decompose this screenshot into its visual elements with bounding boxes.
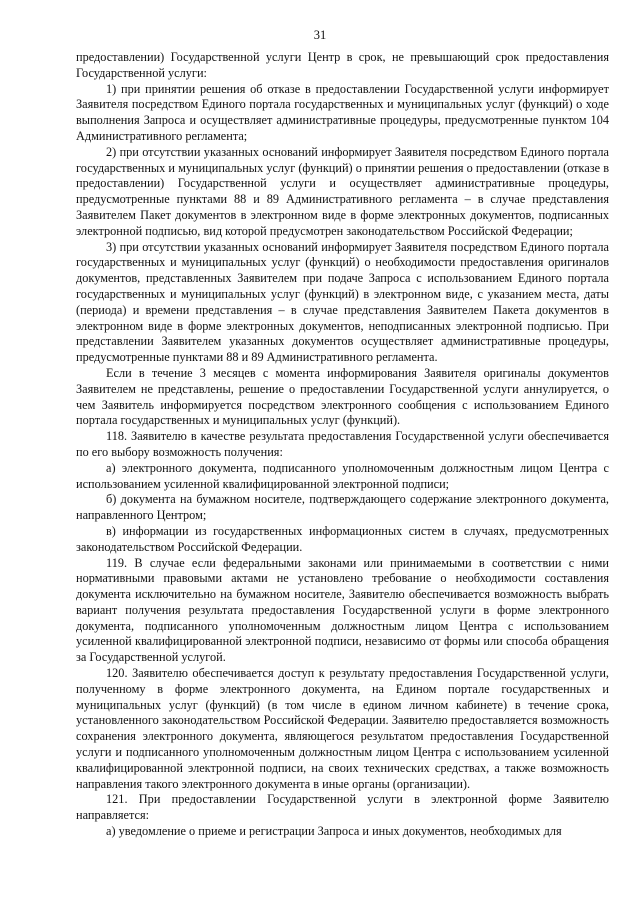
paragraph-118-a: а) электронного документа, подписанного уполномоченным должностным лицом Центра с использованием усиленной квалифицированной электронной подписи; xyxy=(76,460,609,491)
page-number: 31 xyxy=(313,28,327,42)
paragraph-121: 121. При предоставлении Государственной услуги в электронной форме Заявителю направляется: xyxy=(76,792,609,823)
paragraph-119: 119. В случае если федеральными законами или принимаемыми в соответствии с ними нормативными правовыми актами не установлено требование о необходимости составления документа исключительно на бумажном носителе, Заявителю обеспечивается возможность выбрать вариант получения результата предоставления Государственной услуги в форме электронного документа, подписанного уполномоченным должностным лицом Центра с использованием усиленной квалифицированной электронной подписи, независимо от формы или способа обращения за Государственной услугой. xyxy=(76,555,609,665)
paragraph-annulment: Если в течение 3 месяцев с момента информирования Заявителя оригиналы документов Заявителем не представлены, решение о предоставлении Государственной услуги аннулируется, о чем Заявитель информируется посредством электронного сообщения с использованием Единого портала государственных и муниципальных услуг (функций). xyxy=(76,365,609,428)
paragraph-item-1: 1) при принятии решения об отказе в предоставлении Государственной услуги информирует Заявителя посредством Единого портала государственных и муниципальных услуг (функций) о ходе выполнения Запроса и осуществляет административные процедуры, предусмотренные пунктом 104 Административного регламента; xyxy=(76,81,609,143)
paragraph-continuation: предоставлении) Государственной услуги Центр в срок, не превышающий срок предоставления Государственной услуги: xyxy=(76,50,609,80)
paragraph-118-b: б) документа на бумажном носителе, подтверждающего содержание электронного документа, направленного Центром; xyxy=(76,492,609,523)
paragraph-item-2: 2) при отсутствии указанных оснований информирует Заявителя посредством Единого портала государственных и муниципальных услуг (функций) о принятии решения о предоставлении (отказе в предоставлении) Государственной услуги и осуществляет административные процедуры, предусмотренные пунктами 88 и 89 Административного регламента – в случае представления Заявителем Пакет документов в электронном виде в форме электронных документов, подписанных электронной подписью, вид которой предусмотрен законодательством Российской Федерации; xyxy=(76,144,609,238)
paragraph-item-3: 3) при отсутствии указанных оснований информирует Заявителя посредством Единого портала государственных и муниципальных услуг (функций) о необходимости предоставления оригиналов документов, представленных Заявителем при подаче Запроса с использованием Единого портала государственных и муниципальных услуг (функций) в электронном виде, с указанием места, даты (периода) и времени представления – в случае представления Заявителем Пакета документов в электронном виде в форме электронных документов, неподписанных электронной подписью. При представлении Заявителем указанных документов осуществляет административные процедуры, предусмотренные пунктами 88 и 89 Административного регламента. xyxy=(76,239,609,365)
paragraph-120: 120. Заявителю обеспечивается доступ к результату предоставления Государственной услуги, полученному в форме электронного документа, на Едином портале государственных и муниципальных услуг (функций) (в том числе в едином личном кабинете) в течение срока, установленного законодательством Российской Федерации. Заявителю предоставляется возможность сохранения электронного документа, являющегося результатом предоставления Государственной услуги и подписанного уполномоченным должностным лицом Центра с использованием усиленной квалифицированной электронной подписи, на своих технических средствах, а также возможность направления такого электронного документа в иные органы (организации). xyxy=(76,666,609,791)
paragraph-121-a: а) уведомление о приеме и регистрации Запроса и иных документов, необходимых для xyxy=(106,824,562,839)
document-body xyxy=(76,50,609,840)
paragraph-118-v: в) информации из государственных информационных систем в случаях, предусмотренных законодательством Российской Федерации. xyxy=(76,523,609,554)
paragraph-118: 118. Заявителю в качестве результата предоставления Государственной услуги обеспечивается по его выбору возможность получения: xyxy=(76,429,609,459)
